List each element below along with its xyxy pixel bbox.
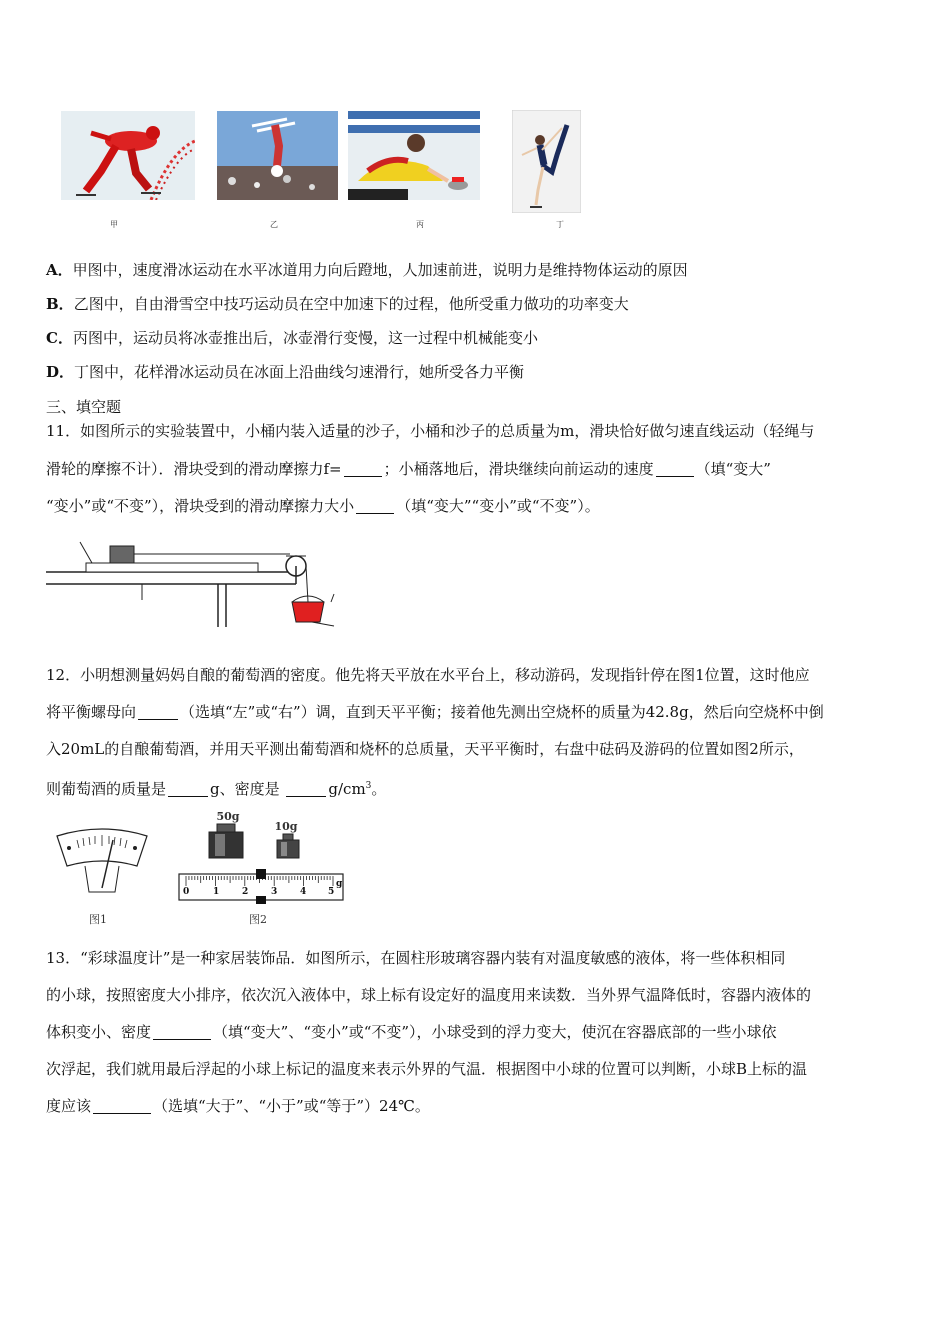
weight-10-label: 10g	[274, 820, 298, 833]
answer-blank-friction[interactable]	[344, 462, 382, 477]
fig1-caption: 图1	[89, 913, 107, 926]
scale-unit-label: g	[336, 879, 343, 889]
q13-text: （选填“大于”、“小于”或“等于”）24℃。	[153, 1097, 430, 1115]
weight-50-label: 50g	[216, 810, 240, 823]
q12-text: 将平衡螺母向	[46, 703, 137, 721]
answer-blank-mass[interactable]	[168, 782, 208, 797]
option-c	[46, 328, 538, 348]
q12-text: g、密度是	[210, 780, 285, 798]
fig2-caption: 图2	[249, 913, 267, 926]
q13-line-3	[46, 1022, 777, 1042]
answer-blank-density[interactable]	[286, 782, 326, 797]
scale-tick-label: 2	[242, 887, 249, 897]
q13-line-5	[46, 1096, 430, 1116]
balance-pointer-figure	[55, 826, 150, 898]
caption-ding: 丁	[556, 220, 564, 229]
weights-figure	[205, 822, 305, 862]
q12-line-3: 入20mL的自酿葡萄酒，并用天平测出葡萄酒和烧杯的总质量，天平平衡时，右盘中砝码及游码的位置如图2所示，	[46, 740, 804, 758]
option-letter: B．	[46, 295, 74, 313]
section-title: 三、填空题	[46, 398, 122, 416]
option-d	[46, 362, 524, 382]
q13-line-2: 的小球，按照密度大小排序，依次沉入液体中，球上标有设定好的温度用来读数．当外界气温降低时，容器内液体的	[46, 986, 812, 1004]
answer-blank-liquid-density[interactable]	[153, 1025, 211, 1040]
q11-line-3	[46, 496, 600, 516]
scale-tick-labels	[178, 879, 346, 901]
q13-text: 度应该	[46, 1097, 92, 1115]
answer-blank-ball-temperature[interactable]	[93, 1099, 151, 1114]
caption-bing: 丙	[416, 220, 424, 229]
pulley-apparatus-figure	[46, 532, 336, 632]
q12-text: 则葡萄酒的质量是	[46, 780, 167, 798]
curling-illustration	[348, 111, 480, 200]
speed-skater-illustration	[61, 111, 195, 200]
q11-text: 滑轮的摩擦不计）．滑块受到的滑动摩擦力f=	[46, 460, 342, 478]
answer-blank-friction-change[interactable]	[356, 499, 394, 514]
answer-blank-speed[interactable]	[656, 462, 694, 477]
q11-text: （填“变大”	[695, 460, 771, 478]
scale-tick-label: 3	[271, 887, 278, 897]
option-text: 甲图中，速度滑冰运动在水平冰道用力向后蹬地，人加速前进，说明力是维持物体运动的原因	[72, 261, 688, 279]
option-a	[46, 260, 688, 280]
q12-text: （选填“左”或“右”）调，直到天平平衡；接着他先测出空烧杯的质量为42.8g，然后向空烧杯中倒	[180, 703, 824, 721]
q11-line-1: 11．如图所示的实验装置中，小桶内装入适量的沙子，小桶和沙子的总质量为m，滑块恰好做匀速直线运动（轻绳与	[46, 422, 815, 440]
q12-text: 。	[371, 780, 387, 798]
option-letter: D．	[46, 363, 75, 381]
unit-superscript: 3	[365, 781, 372, 791]
scale-tick-label: 1	[213, 887, 220, 897]
q13-text: 体积变小、密度	[46, 1023, 152, 1041]
photo-aerial-skier	[217, 111, 338, 200]
q13-line-4: 次浮起，我们就用最后浮起的小球上标记的温度来表示外界的气温．根据图中小球的位置可以判断，小球B上标的温	[46, 1060, 808, 1078]
q11-text: （填“变大”“变小”或“不变”）。	[396, 497, 600, 515]
option-text: 乙图中，自由滑雪空中技巧运动员在空中加速下的过程，他所受重力做功的功率变大	[73, 295, 629, 313]
photo-curling	[348, 111, 480, 200]
q13-line-1: 13．“彩球温度计”是一种家居装饰品．如图所示，在圆柱形玻璃容器内装有对温度敏感的液体，将一些体积相同	[46, 949, 786, 967]
caption-yi: 乙	[270, 220, 278, 229]
q11-line-2	[46, 459, 771, 479]
scale-tick-label: 5	[328, 887, 335, 897]
q11-text: ；小桶落地后，滑块继续向前运动的速度	[383, 460, 654, 478]
photo-figure-skater	[512, 110, 581, 213]
figure-skater-illustration	[512, 110, 581, 213]
photo-speed-skater	[61, 111, 195, 200]
answer-blank-direction[interactable]	[138, 705, 178, 720]
caption-jia: 甲	[110, 220, 118, 229]
option-letter: A．	[46, 261, 73, 279]
q12-line-2	[46, 702, 824, 722]
q12-line-1: 12．小明想测量妈妈自酿的葡萄酒的密度。他先将天平放在水平台上，移动游码，发现指针停在图1位置，这时他应	[46, 666, 810, 684]
scale-tick-label: 0	[183, 887, 190, 897]
option-text: 丙图中，运动员将冰壶推出后，冰壶滑行变慢，这一过程中机械能变小	[72, 329, 538, 347]
aerial-skier-illustration	[217, 111, 338, 200]
q12-text: g/cm	[328, 780, 366, 798]
q13-text: （填“变大”、“变小”或“不变”），小球受到的浮力变大，使沉在容器底部的一些小球依	[213, 1023, 777, 1041]
option-text: 丁图中，花样滑冰运动员在冰面上沿曲线匀速滑行，她所受各力平衡	[74, 363, 525, 381]
scale-tick-label: 4	[300, 887, 307, 897]
q12-line-4	[46, 776, 386, 799]
option-letter: C．	[46, 329, 73, 347]
q11-text: “变小”或“不变”），滑块受到的滑动摩擦力大小	[46, 497, 355, 515]
option-b	[46, 294, 629, 314]
